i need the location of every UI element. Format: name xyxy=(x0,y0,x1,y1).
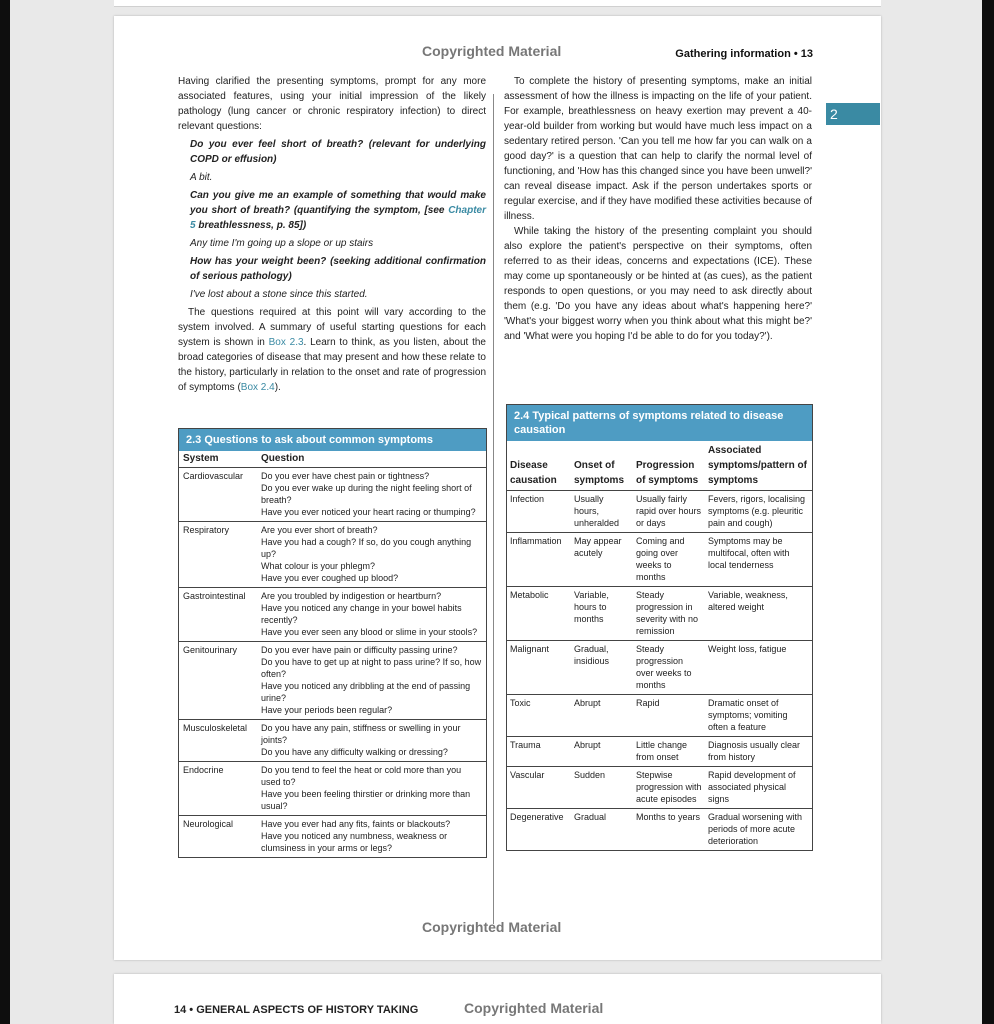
progression-cell: Little change from onset xyxy=(633,737,705,767)
header-onset: Onset of symptoms xyxy=(571,441,633,491)
running-head: Gathering information • 13 xyxy=(675,48,813,60)
question-line: Do you ever have chest pain or tightness? xyxy=(261,471,430,481)
question-line: Do you have to get up at night to pass urine? If so, how often? xyxy=(261,657,482,679)
question-line: Do you ever have pain or difficulty passing urine? xyxy=(261,645,458,655)
question-line: Have you noticed any dribbling at the end of passing urine? xyxy=(261,681,471,703)
chapter-5-link[interactable]: Chapter 5 xyxy=(190,205,486,231)
table-row xyxy=(507,491,812,533)
question-3: How has your weight been? (seeking additional confirmation of serious pathology) xyxy=(190,256,486,282)
progression-cell: Rapid xyxy=(633,695,705,737)
onset-cell: Usually hours, unheralded xyxy=(571,491,633,533)
question-line: Have you noticed any numbness, weakness or clumsiness in your arms or legs? xyxy=(261,831,448,853)
system-cell: Endocrine xyxy=(179,762,257,816)
table-row xyxy=(179,816,486,858)
system-cell: Gastrointestinal xyxy=(179,588,257,642)
system-cell: Genitourinary xyxy=(179,642,257,720)
table-row xyxy=(179,588,486,642)
table-row xyxy=(507,533,812,587)
header-progression: Progression of symptoms xyxy=(633,441,705,491)
progression-cell: Coming and going over weeks to months xyxy=(633,533,705,587)
onset-cell: Variable, hours to months xyxy=(571,587,633,641)
questions-cell xyxy=(257,588,486,642)
associated-cell: Weight loss, fatigue xyxy=(705,641,812,695)
progression-cell: Stepwise progression with acute episodes xyxy=(633,767,705,809)
header-question: Question xyxy=(257,451,486,468)
book-page xyxy=(114,16,881,960)
question-line: What colour is your phlegm? xyxy=(261,561,376,571)
progression-cell: Steady progression in severity with no remission xyxy=(633,587,705,641)
question-line: Have you had a cough? If so, do you cough anything up? xyxy=(261,537,472,559)
box-2-4 xyxy=(506,404,813,851)
box-2-3-title: 2.3 Questions to ask about common symptoms xyxy=(179,429,486,451)
table-row xyxy=(179,762,486,816)
box-2-4-title: 2.4 Typical patterns of symptoms related to disease causation xyxy=(507,405,812,441)
viewer-left-edge xyxy=(0,0,10,1024)
question-line: Do you have any difficulty walking or dressing? xyxy=(261,747,448,757)
associated-cell: Variable, weakness, altered weight xyxy=(705,587,812,641)
column-divider xyxy=(493,94,494,924)
question-line: Are you troubled by indigestion or heartburn? xyxy=(261,591,442,601)
question-line: Have you ever noticed your heart racing or thumping? xyxy=(261,507,476,517)
answer-3: I've lost about a stone since this started. xyxy=(190,289,368,300)
question-line: Are you ever short of breath? xyxy=(261,525,378,535)
table-row xyxy=(179,642,486,720)
previous-page-edge xyxy=(114,0,881,7)
disease-cell: Inflammation xyxy=(507,533,571,587)
box-2-3 xyxy=(178,428,487,858)
system-cell: Respiratory xyxy=(179,522,257,588)
onset-cell: Gradual, insidious xyxy=(571,641,633,695)
questions-cell xyxy=(257,816,486,858)
right-paragraph-1: To complete the history of presenting symptoms, make an initial assessment of how the illness is impacting on the life of your patient. For example, breathlessness on heavy exertion may prevent a 40-year-old builder from working but would have much less impact on a sedentary retired person. 'Can you tell me how far you can walk on a good day?' is a question that can help to clarify the normal level of functioning, and 'How has this changed since you have been unwell?' can reveal disease impact. Ask if the person undertakes sports or regular exercise, and if they have modified these activities because of illness. xyxy=(504,76,812,222)
associated-cell: Rapid development of associated physical signs xyxy=(705,767,812,809)
system-cell: Neurological xyxy=(179,816,257,858)
table-row xyxy=(179,468,486,522)
onset-cell: Gradual xyxy=(571,809,633,851)
left-paragraph-1: Having clarified the presenting symptoms, prompt for any more associated features, using your initial impression of the likely pathology (lung cancer or chronic respiratory infection) to direct relevant questions: xyxy=(178,76,486,132)
disease-cell: Toxic xyxy=(507,695,571,737)
associated-cell: Fevers, rigors, localising symptoms (e.g. pleuritic pain and cough) xyxy=(705,491,812,533)
right-paragraph-2: While taking the history of the presenting complaint you should also explore the patient's perspective on their symptoms, often referred to as their ideas, concerns and expectations (ICE). These may come up spontaneously or be hinted at (as cues), as the patient responds to open questions, or you may need to ask directly about them (e.g. 'Do you have any ideas about what's happening here?' 'What's your biggest worry when you think about what this might be?' and 'What were you hoping I'd be able to do for you today?'). xyxy=(504,226,812,342)
chapter-tab[interactable]: 2 xyxy=(826,103,880,125)
question-line: Do you ever wake up during the night feeling short of breath? xyxy=(261,483,472,505)
question-line: Have you ever coughed up blood? xyxy=(261,573,399,583)
questions-cell xyxy=(257,720,486,762)
onset-cell: Abrupt xyxy=(571,737,633,767)
disease-cell: Metabolic xyxy=(507,587,571,641)
table-row xyxy=(507,695,812,737)
box-2-3-link[interactable]: Box 2.3 xyxy=(268,337,304,348)
header-system: System xyxy=(179,451,257,468)
progression-cell: Months to years xyxy=(633,809,705,851)
answer-1: A bit. xyxy=(190,172,213,183)
question-line: Have you noticed any change in your bowel habits recently? xyxy=(261,603,462,625)
table-row xyxy=(507,737,812,767)
question-line: Do you tend to feel the heat or cold more than you used to? xyxy=(261,765,462,787)
right-column xyxy=(504,74,812,344)
left-column xyxy=(178,74,486,395)
question-line: Have you been feeling thirstier or drinking more than usual? xyxy=(261,789,471,811)
disease-cell: Degenerative xyxy=(507,809,571,851)
question-line: Have you ever had any fits, faints or blackouts? xyxy=(261,819,451,829)
onset-cell: Abrupt xyxy=(571,695,633,737)
questions-cell xyxy=(257,762,486,816)
answer-2: Any time I'm going up a slope or up stairs xyxy=(190,238,374,249)
question-line: Have you ever seen any blood or slime in your stools? xyxy=(261,627,478,637)
header-disease-causation: Disease causation xyxy=(507,441,571,491)
associated-cell: Dramatic onset of symptoms; vomiting often a feature xyxy=(705,695,812,737)
table-row xyxy=(507,587,812,641)
questions-cell xyxy=(257,522,486,588)
onset-cell: May appear acutely xyxy=(571,533,633,587)
next-page-copyright: Copyrighted Material xyxy=(464,1000,604,1016)
box-2-4-table xyxy=(507,441,812,850)
associated-cell: Gradual worsening with periods of more acute deterioration xyxy=(705,809,812,851)
associated-cell: Symptoms may be multifocal, often with local tenderness xyxy=(705,533,812,587)
question-line: Have your periods been regular? xyxy=(261,705,393,715)
box-2-3-table xyxy=(179,451,486,857)
left-paragraph-2: The questions required at this point will vary according to the system involved. A summary of useful starting questions for each system is shown in Box 2.3. Learn to think, as you listen, about the broad categories of disease that may present and how these relate to the history, particularly in relation to the onset and rate of progression of symptoms (Box 2.4). xyxy=(178,307,486,393)
onset-cell: Sudden xyxy=(571,767,633,809)
associated-cell: Diagnosis usually clear from history xyxy=(705,737,812,767)
disease-cell: Vascular xyxy=(507,767,571,809)
viewer-right-edge xyxy=(982,0,994,1024)
table-row xyxy=(507,809,812,851)
box-2-4-link[interactable]: Box 2.4 xyxy=(240,382,275,393)
disease-cell: Malignant xyxy=(507,641,571,695)
question-1: Do you ever feel short of breath? (relevant for underlying COPD or effusion) xyxy=(190,139,486,165)
progression-cell: Usually fairly rapid over hours or days xyxy=(633,491,705,533)
table-row xyxy=(179,522,486,588)
disease-cell: Trauma xyxy=(507,737,571,767)
system-cell: Cardiovascular xyxy=(179,468,257,522)
question-line: Do you have any pain, stiffness or swelling in your joints? xyxy=(261,723,461,745)
system-cell: Musculoskeletal xyxy=(179,720,257,762)
copyright-top: Copyrighted Material xyxy=(422,43,562,59)
questions-cell xyxy=(257,468,486,522)
copyright-bottom: Copyrighted Material xyxy=(422,919,562,935)
next-page xyxy=(114,974,881,1024)
questions-cell xyxy=(257,642,486,720)
table-row xyxy=(179,720,486,762)
question-2: Can you give me an example of something that would make you short of breath? (quantifying the symptom, [see Chapter 5 breathlessness, p. 85]) xyxy=(190,190,486,231)
progression-cell: Steady progression over weeks to months xyxy=(633,641,705,695)
table-row xyxy=(507,767,812,809)
next-page-footer: 14 • GENERAL ASPECTS OF HISTORY TAKING xyxy=(174,1004,419,1016)
header-associated: Associated symptoms/pattern of symptoms xyxy=(705,441,812,491)
table-row xyxy=(507,641,812,695)
disease-cell: Infection xyxy=(507,491,571,533)
